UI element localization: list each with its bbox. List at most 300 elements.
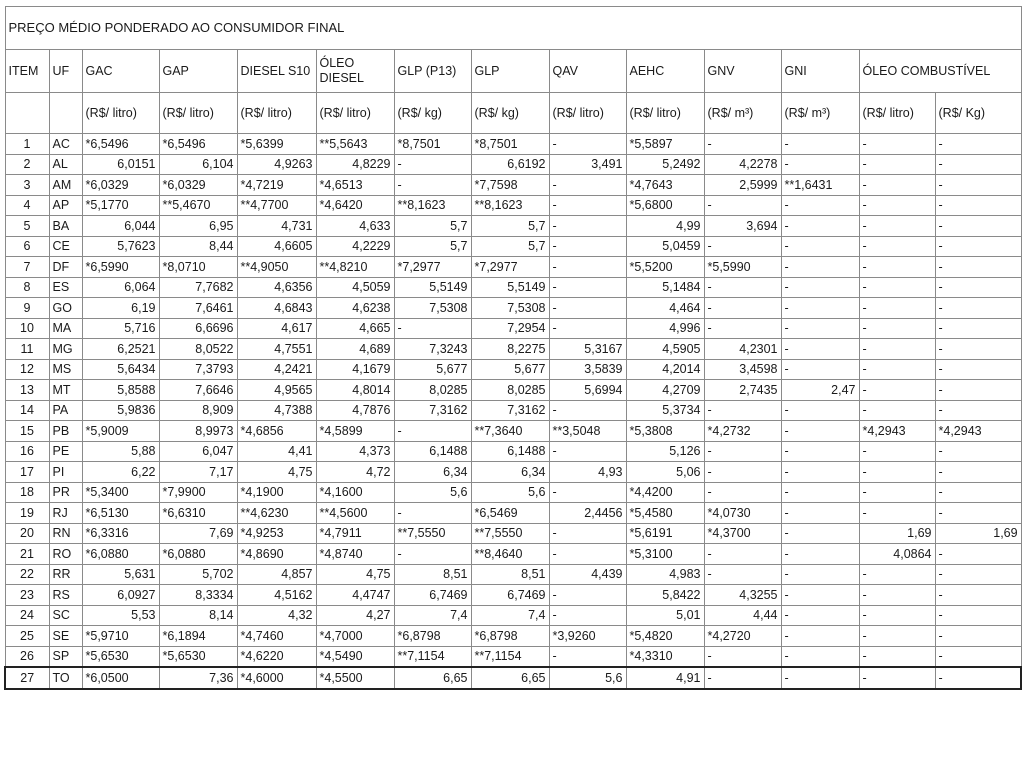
cell-uf: GO (49, 298, 82, 319)
cell-oleo-comb-litro: - (859, 134, 935, 155)
cell-glp: 6,7469 (471, 585, 549, 606)
cell-gnv: - (704, 482, 781, 503)
table-row (5, 605, 1021, 626)
cell-gap: 8,909 (159, 400, 237, 421)
cell-oleo-diesel: 4,373 (316, 441, 394, 462)
cell-diesel-s10: 4,32 (237, 605, 316, 626)
cell-oleo-comb-kg: - (935, 626, 1021, 647)
cell-diesel-s10: *4,6220 (237, 646, 316, 667)
cell-glp: 7,4 (471, 605, 549, 626)
table-row (5, 667, 1021, 689)
cell-item: 3 (5, 175, 49, 196)
cell-gnv: *4,2732 (704, 421, 781, 442)
cell-oleo-diesel: *4,8740 (316, 544, 394, 565)
cell-oleo-diesel: 4,4747 (316, 585, 394, 606)
cell-diesel-s10: **4,7700 (237, 195, 316, 216)
cell-gac: 6,0151 (82, 154, 159, 175)
table-row (5, 339, 1021, 360)
cell-glp-p13: - (394, 544, 471, 565)
unit-glp: (R$/ kg) (471, 93, 549, 134)
cell-gap: 7,7682 (159, 277, 237, 298)
cell-diesel-s10: 4,731 (237, 216, 316, 237)
cell-oleo-diesel: 4,2229 (316, 236, 394, 257)
cell-uf: RJ (49, 503, 82, 524)
table-row (5, 236, 1021, 257)
cell-glp-p13: 5,6 (394, 482, 471, 503)
cell-gap: 8,14 (159, 605, 237, 626)
cell-qav: **3,5048 (549, 421, 626, 442)
unit-oleo-diesel: (R$/ litro) (316, 93, 394, 134)
cell-oleo-comb-kg: - (935, 257, 1021, 278)
cell-item: 11 (5, 339, 49, 360)
cell-oleo-diesel: *4,5500 (316, 667, 394, 689)
cell-gac: *6,0880 (82, 544, 159, 565)
cell-oleo-diesel: **5,5643 (316, 134, 394, 155)
cell-diesel-s10: 4,6605 (237, 236, 316, 257)
cell-oleo-comb-litro: *4,2943 (859, 421, 935, 442)
cell-qav: - (549, 318, 626, 339)
cell-gni: - (781, 277, 859, 298)
cell-gni: - (781, 134, 859, 155)
table-row (5, 318, 1021, 339)
cell-gap: *6,1894 (159, 626, 237, 647)
table-row (5, 523, 1021, 544)
cell-item: 24 (5, 605, 49, 626)
table-row (5, 544, 1021, 565)
cell-item: 10 (5, 318, 49, 339)
cell-oleo-diesel: 4,75 (316, 564, 394, 585)
cell-aehc: *4,4200 (626, 482, 704, 503)
cell-glp: 7,3162 (471, 400, 549, 421)
cell-oleo-comb-litro: - (859, 359, 935, 380)
cell-oleo-comb-kg: - (935, 564, 1021, 585)
cell-qav: 5,3167 (549, 339, 626, 360)
cell-uf: BA (49, 216, 82, 237)
cell-glp: 8,2275 (471, 339, 549, 360)
cell-oleo-comb-kg: - (935, 503, 1021, 524)
cell-gnv: - (704, 318, 781, 339)
cell-glp-p13: 6,65 (394, 667, 471, 689)
cell-gnv: *4,3700 (704, 523, 781, 544)
cell-glp-p13: **7,5550 (394, 523, 471, 544)
cell-gni: - (781, 462, 859, 483)
cell-diesel-s10: 4,9565 (237, 380, 316, 401)
unit-uf (49, 93, 82, 134)
cell-item: 4 (5, 195, 49, 216)
cell-qav: - (549, 646, 626, 667)
cell-oleo-comb-kg: - (935, 359, 1021, 380)
cell-uf: RN (49, 523, 82, 544)
cell-gni: - (781, 503, 859, 524)
cell-gac: *6,0329 (82, 175, 159, 196)
cell-uf: PB (49, 421, 82, 442)
cell-glp: **8,1623 (471, 195, 549, 216)
cell-glp-p13: - (394, 154, 471, 175)
cell-gni: - (781, 544, 859, 565)
cell-glp-p13: *6,8798 (394, 626, 471, 647)
cell-glp: 6,1488 (471, 441, 549, 462)
cell-glp: *8,7501 (471, 134, 549, 155)
cell-oleo-comb-kg: - (935, 339, 1021, 360)
cell-oleo-comb-kg: - (935, 318, 1021, 339)
unit-oleo-comb-litro: (R$/ litro) (859, 93, 935, 134)
cell-gni: - (781, 359, 859, 380)
cell-gni: - (781, 154, 859, 175)
cell-aehc: *5,3100 (626, 544, 704, 565)
cell-uf: DF (49, 257, 82, 278)
table-row (5, 175, 1021, 196)
cell-gni: - (781, 339, 859, 360)
cell-gap: 8,0522 (159, 339, 237, 360)
cell-uf: ES (49, 277, 82, 298)
cell-gac: 6,22 (82, 462, 159, 483)
cell-diesel-s10: 4,75 (237, 462, 316, 483)
cell-gni: - (781, 400, 859, 421)
cell-gnv: 2,5999 (704, 175, 781, 196)
cell-oleo-comb-litro: - (859, 380, 935, 401)
cell-uf: MS (49, 359, 82, 380)
cell-glp: 5,7 (471, 236, 549, 257)
cell-oleo-comb-kg: - (935, 400, 1021, 421)
cell-uf: MG (49, 339, 82, 360)
cell-gni: - (781, 195, 859, 216)
table-row (5, 257, 1021, 278)
cell-oleo-comb-litro: - (859, 318, 935, 339)
cell-oleo-comb-kg: - (935, 441, 1021, 462)
table-row (5, 421, 1021, 442)
cell-gac: *5,9009 (82, 421, 159, 442)
cell-gac: *6,5130 (82, 503, 159, 524)
price-table (4, 6, 1022, 690)
cell-gac: *5,6530 (82, 646, 159, 667)
cell-item: 15 (5, 421, 49, 442)
cell-gni: - (781, 236, 859, 257)
cell-oleo-comb-litro: - (859, 298, 935, 319)
cell-gap: 6,104 (159, 154, 237, 175)
cell-gni: - (781, 646, 859, 667)
cell-oleo-comb-litro: 1,69 (859, 523, 935, 544)
cell-gac: *5,9710 (82, 626, 159, 647)
table-row (5, 154, 1021, 175)
cell-oleo-diesel: 4,665 (316, 318, 394, 339)
cell-qav: 4,93 (549, 462, 626, 483)
cell-gnv: - (704, 564, 781, 585)
cell-gnv: - (704, 236, 781, 257)
price-table-sheet (4, 6, 1020, 690)
cell-diesel-s10: **4,9050 (237, 257, 316, 278)
cell-qav: 3,5839 (549, 359, 626, 380)
cell-gap: **5,4670 (159, 195, 237, 216)
cell-item: 6 (5, 236, 49, 257)
cell-gap: 7,6461 (159, 298, 237, 319)
cell-gni: - (781, 564, 859, 585)
cell-glp: 6,65 (471, 667, 549, 689)
cell-glp-p13: - (394, 318, 471, 339)
cell-aehc: *5,4580 (626, 503, 704, 524)
cell-oleo-comb-kg: - (935, 585, 1021, 606)
cell-oleo-comb-litro: - (859, 441, 935, 462)
cell-item: 16 (5, 441, 49, 462)
header-gnv: GNV (704, 50, 781, 93)
cell-item: 14 (5, 400, 49, 421)
cell-gap: 5,702 (159, 564, 237, 585)
header-oleo-combustivel: ÓLEO COMBUSTÍVEL (859, 50, 1021, 93)
cell-glp-p13: 6,1488 (394, 441, 471, 462)
unit-gap: (R$/ litro) (159, 93, 237, 134)
cell-glp: 6,34 (471, 462, 549, 483)
cell-uf: PI (49, 462, 82, 483)
cell-oleo-diesel: *4,7000 (316, 626, 394, 647)
cell-qav: - (549, 400, 626, 421)
cell-gnv: 2,7435 (704, 380, 781, 401)
cell-oleo-comb-litro: - (859, 339, 935, 360)
cell-gni: - (781, 605, 859, 626)
cell-gac: 6,2521 (82, 339, 159, 360)
cell-glp: **7,5550 (471, 523, 549, 544)
cell-oleo-comb-litro: - (859, 400, 935, 421)
cell-gnv: - (704, 544, 781, 565)
cell-gnv: 4,2278 (704, 154, 781, 175)
cell-oleo-diesel: 4,6238 (316, 298, 394, 319)
cell-glp: 5,677 (471, 359, 549, 380)
cell-aehc: 4,91 (626, 667, 704, 689)
cell-gnv: - (704, 298, 781, 319)
cell-diesel-s10: 4,5162 (237, 585, 316, 606)
header-qav: QAV (549, 50, 626, 93)
cell-gap: 6,6696 (159, 318, 237, 339)
table-row (5, 646, 1021, 667)
cell-qav: - (549, 544, 626, 565)
cell-oleo-diesel: *4,7911 (316, 523, 394, 544)
cell-glp: 6,6192 (471, 154, 549, 175)
cell-oleo-comb-litro: - (859, 216, 935, 237)
cell-gap: *6,6310 (159, 503, 237, 524)
cell-gnv: *5,5990 (704, 257, 781, 278)
cell-diesel-s10: *4,8690 (237, 544, 316, 565)
units-row (5, 93, 1021, 134)
cell-aehc: *4,7643 (626, 175, 704, 196)
cell-qav: - (549, 195, 626, 216)
cell-oleo-diesel: 4,8229 (316, 154, 394, 175)
cell-oleo-diesel: **4,8210 (316, 257, 394, 278)
table-row (5, 195, 1021, 216)
cell-gap: 8,3334 (159, 585, 237, 606)
cell-gap: 6,047 (159, 441, 237, 462)
cell-aehc: 4,996 (626, 318, 704, 339)
cell-oleo-comb-litro: - (859, 175, 935, 196)
cell-glp-p13: 6,7469 (394, 585, 471, 606)
cell-glp-p13: 7,3162 (394, 400, 471, 421)
cell-item: 22 (5, 564, 49, 585)
cell-diesel-s10: *4,6000 (237, 667, 316, 689)
cell-uf: AL (49, 154, 82, 175)
cell-oleo-diesel: 4,7876 (316, 400, 394, 421)
cell-diesel-s10: 4,7388 (237, 400, 316, 421)
cell-aehc: 5,0459 (626, 236, 704, 257)
cell-diesel-s10: *5,6399 (237, 134, 316, 155)
cell-diesel-s10: 4,6843 (237, 298, 316, 319)
cell-gac: 5,88 (82, 441, 159, 462)
header-diesel-s10: DIESEL S10 (237, 50, 316, 93)
cell-gac: 6,19 (82, 298, 159, 319)
cell-oleo-comb-kg: - (935, 544, 1021, 565)
cell-diesel-s10: *4,7219 (237, 175, 316, 196)
cell-aehc: *4,3310 (626, 646, 704, 667)
title-row (5, 7, 1021, 50)
cell-oleo-diesel: *4,5490 (316, 646, 394, 667)
cell-glp-p13: *8,7501 (394, 134, 471, 155)
cell-gap: *8,0710 (159, 257, 237, 278)
cell-qav: 4,439 (549, 564, 626, 585)
cell-gni: - (781, 216, 859, 237)
unit-gac: (R$/ litro) (82, 93, 159, 134)
cell-gap: *6,0880 (159, 544, 237, 565)
cell-oleo-comb-kg: - (935, 380, 1021, 401)
cell-uf: RR (49, 564, 82, 585)
unit-qav: (R$/ litro) (549, 93, 626, 134)
unit-diesel-s10: (R$/ litro) (237, 93, 316, 134)
cell-item: 13 (5, 380, 49, 401)
cell-glp: 5,6 (471, 482, 549, 503)
cell-aehc: 5,3734 (626, 400, 704, 421)
cell-oleo-comb-kg: - (935, 236, 1021, 257)
cell-gnv: - (704, 441, 781, 462)
cell-glp-p13: 7,5308 (394, 298, 471, 319)
cell-gap: *6,0329 (159, 175, 237, 196)
cell-qav: - (549, 585, 626, 606)
cell-qav: 5,6994 (549, 380, 626, 401)
cell-glp-p13: **7,1154 (394, 646, 471, 667)
cell-oleo-diesel: *4,6420 (316, 195, 394, 216)
cell-gnv: - (704, 462, 781, 483)
cell-gnv: *4,2720 (704, 626, 781, 647)
cell-gap: 7,69 (159, 523, 237, 544)
cell-glp-p13: 5,7 (394, 216, 471, 237)
cell-item: 9 (5, 298, 49, 319)
cell-diesel-s10: 4,7551 (237, 339, 316, 360)
cell-item: 5 (5, 216, 49, 237)
cell-gap: 8,9973 (159, 421, 237, 442)
cell-uf: SP (49, 646, 82, 667)
cell-aehc: 5,01 (626, 605, 704, 626)
cell-oleo-comb-litro: - (859, 564, 935, 585)
cell-aehc: 4,2014 (626, 359, 704, 380)
cell-glp-p13: 8,0285 (394, 380, 471, 401)
cell-diesel-s10: 4,41 (237, 441, 316, 462)
cell-glp-p13: *7,2977 (394, 257, 471, 278)
cell-oleo-comb-litro: - (859, 605, 935, 626)
cell-oleo-diesel: **4,5600 (316, 503, 394, 524)
header-uf: UF (49, 50, 82, 93)
header-gni: GNI (781, 50, 859, 93)
cell-qav: - (549, 236, 626, 257)
cell-item: 23 (5, 585, 49, 606)
cell-diesel-s10: 4,9263 (237, 154, 316, 175)
cell-gac: *6,3316 (82, 523, 159, 544)
cell-oleo-diesel: 4,72 (316, 462, 394, 483)
cell-oleo-comb-litro: 4,0864 (859, 544, 935, 565)
cell-gap: 7,36 (159, 667, 237, 689)
cell-qav: - (549, 175, 626, 196)
cell-item: 8 (5, 277, 49, 298)
table-row (5, 359, 1021, 380)
header-glp: GLP (471, 50, 549, 93)
cell-oleo-diesel: 4,689 (316, 339, 394, 360)
cell-item: 17 (5, 462, 49, 483)
cell-gac: 5,6434 (82, 359, 159, 380)
header-glp-p13: GLP (P13) (394, 50, 471, 93)
cell-gnv: 4,3255 (704, 585, 781, 606)
cell-uf: TO (49, 667, 82, 689)
cell-qav: - (549, 523, 626, 544)
cell-gac: 5,716 (82, 318, 159, 339)
cell-oleo-comb-kg: - (935, 216, 1021, 237)
cell-gni: - (781, 626, 859, 647)
cell-gnv: 3,694 (704, 216, 781, 237)
cell-glp: 5,5149 (471, 277, 549, 298)
cell-oleo-comb-litro: - (859, 646, 935, 667)
table-row (5, 482, 1021, 503)
cell-glp: 8,51 (471, 564, 549, 585)
cell-gap: *6,5496 (159, 134, 237, 155)
cell-gni: 2,47 (781, 380, 859, 401)
table-row (5, 134, 1021, 155)
cell-oleo-comb-kg: *4,2943 (935, 421, 1021, 442)
cell-uf: PE (49, 441, 82, 462)
cell-gni: - (781, 482, 859, 503)
cell-gac: 6,064 (82, 277, 159, 298)
cell-gac: 5,631 (82, 564, 159, 585)
cell-gac: *6,0500 (82, 667, 159, 689)
header-oleo-diesel: ÓLEO DIESEL (316, 50, 394, 93)
table-row (5, 585, 1021, 606)
table-row (5, 380, 1021, 401)
header-row (5, 50, 1021, 93)
cell-gni: - (781, 585, 859, 606)
cell-oleo-diesel: *4,6513 (316, 175, 394, 196)
cell-oleo-comb-kg: - (935, 134, 1021, 155)
cell-gac: *6,5496 (82, 134, 159, 155)
cell-diesel-s10: 4,2421 (237, 359, 316, 380)
cell-oleo-comb-litro: - (859, 626, 935, 647)
cell-glp-p13: **8,1623 (394, 195, 471, 216)
cell-item: 21 (5, 544, 49, 565)
cell-oleo-diesel: 4,5059 (316, 277, 394, 298)
cell-gnv: - (704, 277, 781, 298)
cell-aehc: 4,2709 (626, 380, 704, 401)
cell-diesel-s10: 4,857 (237, 564, 316, 585)
cell-aehc: 5,1484 (626, 277, 704, 298)
cell-glp-p13: - (394, 503, 471, 524)
cell-gap: 6,95 (159, 216, 237, 237)
cell-aehc: *5,6191 (626, 523, 704, 544)
cell-glp: *6,8798 (471, 626, 549, 647)
cell-diesel-s10: *4,1900 (237, 482, 316, 503)
cell-oleo-comb-kg: - (935, 462, 1021, 483)
cell-aehc: *5,4820 (626, 626, 704, 647)
cell-glp: *7,2977 (471, 257, 549, 278)
cell-gni: **1,6431 (781, 175, 859, 196)
cell-oleo-comb-kg: - (935, 298, 1021, 319)
unit-gnv: (R$/ m³) (704, 93, 781, 134)
cell-gnv: - (704, 667, 781, 689)
cell-aehc: 5,8422 (626, 585, 704, 606)
cell-glp-p13: 7,4 (394, 605, 471, 626)
cell-oleo-comb-kg: - (935, 195, 1021, 216)
cell-glp: **7,1154 (471, 646, 549, 667)
cell-gni: - (781, 318, 859, 339)
cell-oleo-diesel: 4,633 (316, 216, 394, 237)
